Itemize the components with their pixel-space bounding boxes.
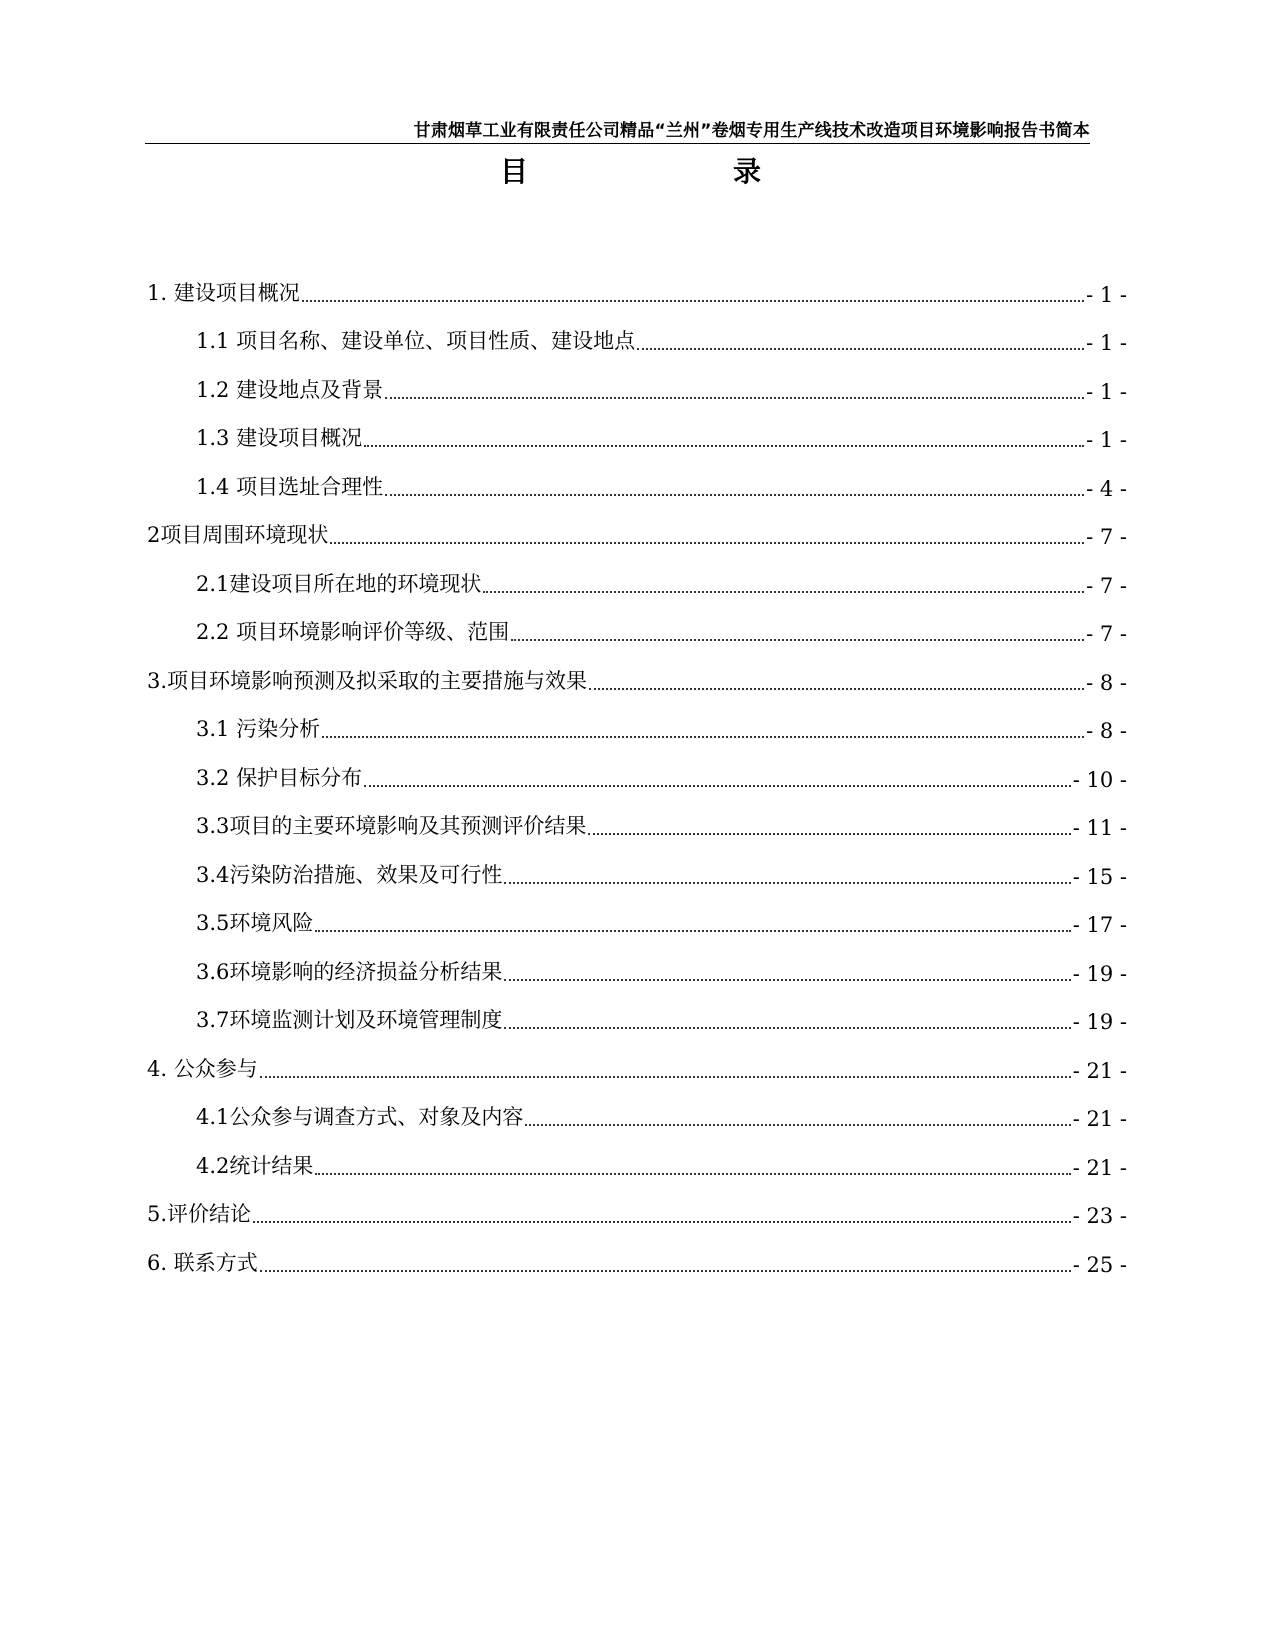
toc-entry-page: - 4 - (1086, 476, 1127, 501)
toc-entry[interactable] (147, 695, 1127, 744)
toc-dot-leader (385, 397, 1084, 399)
toc-entry-label: 6. 联系方式 (147, 1250, 258, 1275)
toc-entry-label: 3.项目环境影响预测及拟采取的主要措施与效果 (147, 668, 588, 693)
toc-entry[interactable] (147, 743, 1127, 792)
toc-title-left: 目 (500, 155, 529, 188)
toc-dot-leader (504, 1027, 1070, 1029)
table-of-contents (147, 258, 1127, 1277)
toc-dot-leader (588, 833, 1070, 835)
toc-dot-leader (253, 1221, 1071, 1223)
toc-entry[interactable] (147, 1131, 1127, 1180)
toc-entry-page: - 15 - (1072, 864, 1127, 889)
toc-entry-label: 2.1建设项目所在地的环境现状 (196, 571, 482, 596)
toc-entry-label: 3.2 保护目标分布 (196, 765, 363, 790)
toc-entry-label: 1.1 项目名称、建设单位、项目性质、建设地点 (196, 329, 636, 353)
toc-entry-page: - 19 - (1072, 961, 1127, 986)
toc-dot-leader (364, 445, 1084, 447)
toc-entry-label: 3.3项目的主要环境影响及其预测评价结果 (196, 814, 587, 838)
toc-entry[interactable] (147, 1034, 1127, 1083)
toc-dot-leader (260, 1270, 1071, 1272)
toc-entry-page: - 25 - (1072, 1252, 1127, 1277)
toc-entry-page: - 21 - (1072, 1107, 1127, 1131)
toc-entry-page: - 17 - (1072, 913, 1127, 937)
toc-entry[interactable] (147, 646, 1127, 695)
toc-entry-label: 2项目周围环境现状 (147, 523, 329, 547)
toc-entry-label: 4. 公众参与 (147, 1056, 258, 1081)
toc-dot-leader (525, 1124, 1070, 1126)
toc-entry-page: - 23 - (1072, 1204, 1127, 1228)
toc-entry-label: 3.1 污染分析 (196, 717, 321, 741)
toc-entry-page: - 11 - (1072, 816, 1127, 840)
toc-entry-page: - 7 - (1086, 525, 1127, 549)
toc-title (0, 150, 1275, 190)
toc-entry-page: - 19 - (1072, 1010, 1127, 1034)
toc-entry-label: 1.3 建设项目概况 (196, 426, 363, 450)
toc-entry[interactable] (147, 258, 1127, 307)
toc-entry-page: - 8 - (1086, 670, 1127, 695)
toc-dot-leader (364, 785, 1071, 787)
toc-dot-leader (315, 1173, 1070, 1175)
toc-entry-label: 1.2 建设地点及背景 (196, 377, 384, 402)
toc-dot-leader (504, 979, 1070, 981)
toc-entry[interactable] (147, 501, 1127, 550)
toc-dot-leader (483, 591, 1084, 593)
toc-entry-page: - 8 - (1086, 719, 1127, 743)
toc-entry-label: 1. 建设项目概况 (147, 280, 300, 305)
toc-entry[interactable] (147, 404, 1127, 453)
toc-dot-leader (385, 494, 1084, 496)
toc-dot-leader (511, 639, 1084, 641)
toc-entry-page: - 1 - (1086, 428, 1127, 452)
toc-entry[interactable] (147, 1083, 1127, 1132)
toc-entry-label: 3.4污染防治措施、效果及可行性 (196, 862, 503, 887)
toc-entry-page: - 1 - (1086, 379, 1127, 404)
toc-dot-leader (330, 542, 1084, 544)
toc-entry-label: 3.7环境监测计划及环境管理制度 (196, 1008, 503, 1032)
toc-entry-page: - 7 - (1086, 573, 1127, 598)
toc-entry[interactable] (147, 549, 1127, 598)
toc-entry-page: - 21 - (1072, 1058, 1127, 1083)
toc-entry-label: 4.1公众参与调查方式、对象及内容 (196, 1105, 524, 1129)
toc-entry-label: 4.2统计结果 (196, 1153, 314, 1178)
toc-title-right: 录 (733, 155, 762, 188)
toc-entry-label: 5.评价结论 (147, 1202, 252, 1226)
toc-entry-label: 3.5环境风险 (196, 911, 314, 935)
toc-entry[interactable] (147, 986, 1127, 1035)
toc-dot-leader (504, 882, 1070, 884)
running-header: 甘肃烟草工业有限责任公司精品“兰州”卷烟专用生产线技术改造项目环境影响报告书简本 (413, 121, 1090, 141)
toc-entry[interactable] (147, 1228, 1127, 1277)
toc-dot-leader (637, 348, 1084, 350)
toc-entry[interactable] (147, 598, 1127, 647)
toc-entry-label: 3.6环境影响的经济损益分析结果 (196, 959, 503, 984)
toc-entry-page: - 1 - (1086, 331, 1127, 355)
toc-entry[interactable] (147, 355, 1127, 404)
toc-dot-leader (589, 688, 1084, 690)
toc-entry[interactable] (147, 1180, 1127, 1229)
toc-entry-page: - 7 - (1086, 622, 1127, 646)
toc-entry[interactable] (147, 840, 1127, 889)
toc-entry-label: 1.4 项目选址合理性 (196, 474, 384, 499)
toc-entry-page: - 10 - (1072, 767, 1127, 792)
toc-dot-leader (315, 930, 1070, 932)
toc-entry[interactable] (147, 307, 1127, 356)
header-rule (145, 143, 1090, 144)
toc-entry[interactable] (147, 937, 1127, 986)
toc-entry-label: 2.2 项目环境影响评价等级、范围 (196, 620, 510, 644)
toc-entry[interactable] (147, 452, 1127, 501)
toc-entry[interactable] (147, 889, 1127, 938)
toc-entry[interactable] (147, 792, 1127, 841)
toc-entry-page: - 21 - (1072, 1155, 1127, 1180)
toc-dot-leader (322, 736, 1084, 738)
toc-dot-leader (302, 300, 1084, 302)
toc-entry-page: - 1 - (1086, 282, 1127, 307)
toc-dot-leader (260, 1076, 1071, 1078)
